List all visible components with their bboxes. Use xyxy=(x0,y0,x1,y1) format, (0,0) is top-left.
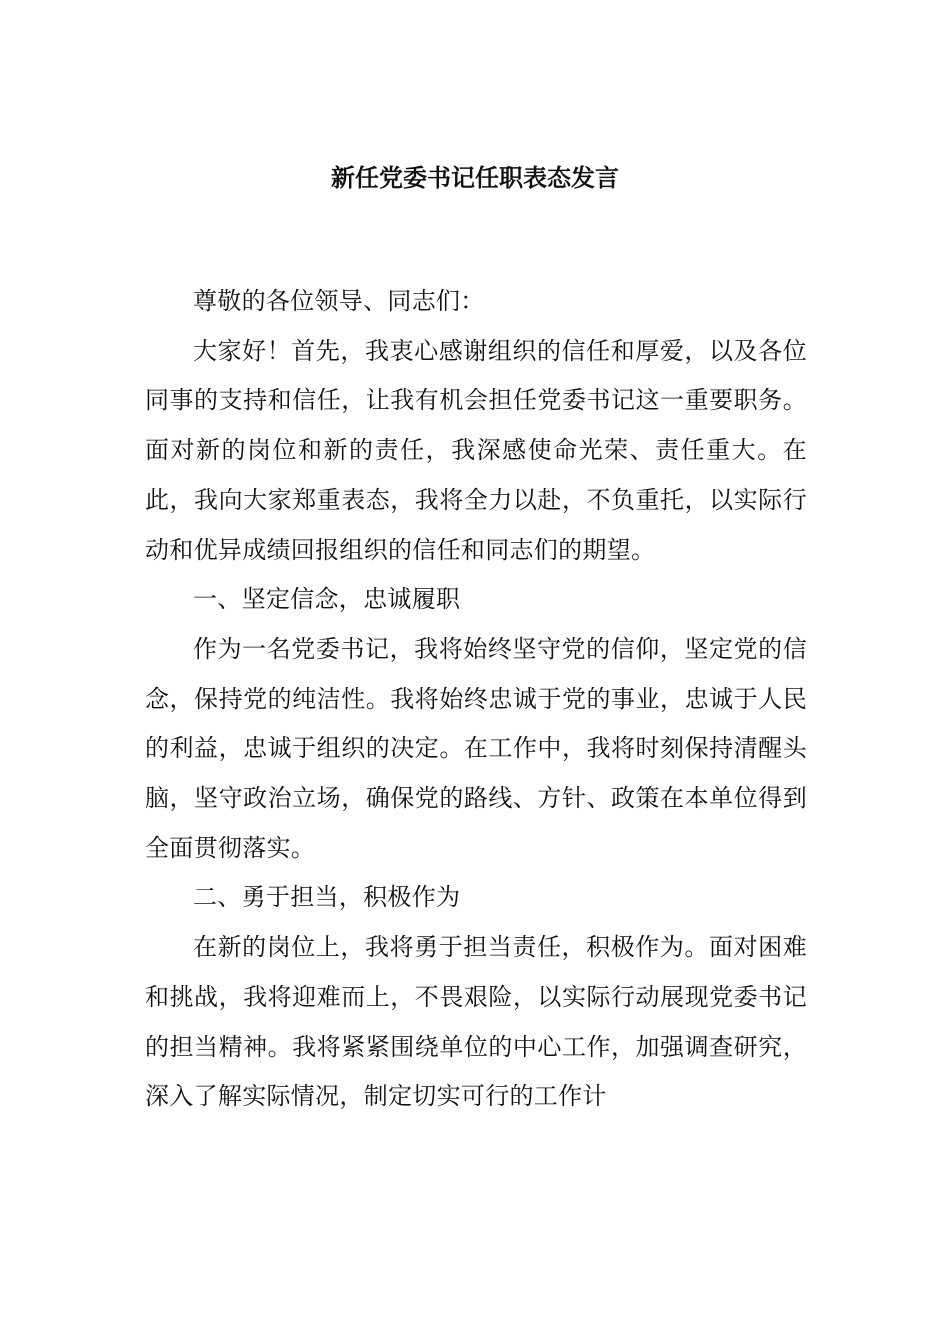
paragraph-intro: 大家好！首先，我衷心感谢组织的信任和厚爱，以及各位同事的支持和信任，让我有机会担任党委书记这一重要职务。面对新的岗位和新的责任，我深感使命光荣、责任重大。在此，我向大家郑重表态，我将全力以赴，不负重托，以实际行动和优异成绩回报组织的信任和同志们的期望。 xyxy=(145,336,807,564)
section-heading-2: 二、勇于担当，积极作为 xyxy=(193,883,461,912)
document-title: 新任党委书记任职表态发言 xyxy=(331,164,619,192)
paragraph-section-2: 在新的岗位上，我将勇于担当责任，积极作为。面对困难和挑战，我将迎难而上，不畏艰险，以实际行动展现党委书记的担当精神。我将紧紧围绕单位的中心工作，加强调查研究，深入了解实际情况，制定切实可行的工作计 xyxy=(145,933,807,1111)
paragraph-section-1: 作为一名党委书记，我将始终坚守党的信仰，坚定党的信念，保持党的纯洁性。我将始终忠诚于党的事业，忠诚于人民的利益，忠诚于组织的决定。在工作中，我将时刻保持清醒头脑，坚守政治立场，确保党的路线、方针、政策在本单位得到全面贯彻落实。 xyxy=(145,634,807,862)
document-body xyxy=(145,277,807,1122)
salutation: 尊敬的各位领导、同志们： xyxy=(193,287,485,315)
section-heading-1: 一、坚定信念，忠诚履职 xyxy=(193,585,461,614)
